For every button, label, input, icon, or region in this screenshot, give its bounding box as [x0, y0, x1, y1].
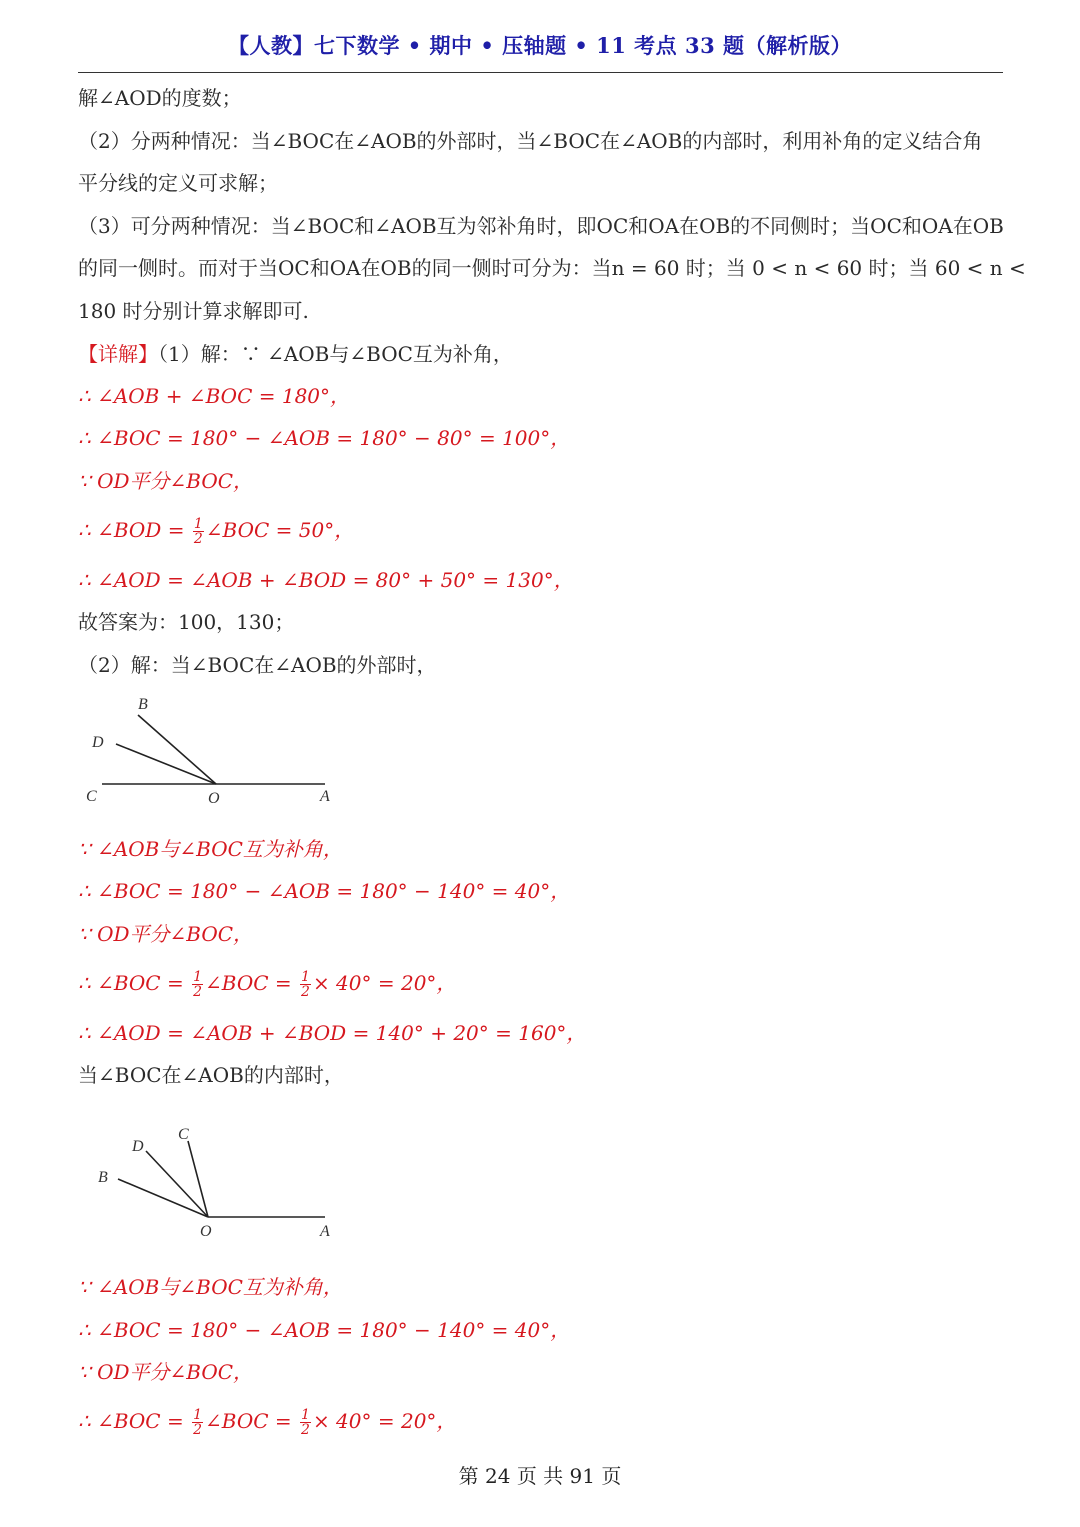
- ray-ob: [118, 1179, 208, 1217]
- part1-step-2: ∴ ∠BOC = 180° − ∠AOB = 180° − 80° = 100°，: [78, 426, 571, 450]
- part3-step-3: ∵ OD平分∠BOC，: [78, 1360, 254, 1384]
- page-footer: 第 24 页 共 91 页: [458, 1464, 622, 1488]
- label-c: C: [178, 1126, 189, 1143]
- label-d: D: [92, 734, 104, 751]
- frac-num: 1: [193, 969, 203, 985]
- label-o: O: [200, 1223, 212, 1240]
- analysis-line-2: （2）分两种情况：当∠BOC在∠AOB的外部时，当∠BOC在∠AOB的内部时，利用补角的定义结合角: [78, 129, 983, 153]
- solution-intro: [78, 340, 513, 368]
- label-a: A: [320, 1223, 330, 1240]
- part1-step-1: ∴ ∠AOB + ∠BOC = 180°，: [78, 384, 351, 408]
- label-c: C: [86, 788, 97, 805]
- part2-step-4: [78, 969, 456, 999]
- fraction-half: [300, 1408, 311, 1437]
- part1-step-3: ∵ OD平分∠BOC，: [78, 469, 254, 493]
- frac-den: 2: [193, 1422, 203, 1438]
- fraction-half: [193, 517, 204, 546]
- page-header: 【人教】七下数学 • 期中 • 压轴题 • 11 考点 33 题（解析版）: [227, 33, 852, 58]
- frac-num: 1: [301, 969, 310, 985]
- analysis-line-5: 的同一侧时。而对于当OC和OA在OB的同一侧时可分为：当n = 60 时；当 0 < n < 60 时；当 60 < n <: [78, 256, 1026, 280]
- part2-step-1: ∵ ∠AOB与∠BOC互为补角，: [78, 837, 343, 861]
- part3-step-2: ∴ ∠BOC = 180° − ∠AOB = 180° − 140° = 40°，: [78, 1318, 571, 1342]
- frac-num: 1: [193, 1407, 203, 1423]
- part2-step-4-rhs: × 40° = 20°，: [312, 971, 457, 995]
- frac-den: 2: [193, 984, 203, 1000]
- frac-num: 1: [193, 516, 203, 532]
- label-o: O: [208, 790, 220, 807]
- ray-od: [116, 744, 216, 784]
- part1-step-4-rhs: ∠BOC = 50°，: [205, 518, 355, 542]
- part1-step-5: ∴ ∠AOD = ∠AOB + ∠BOD = 80° + 50° = 130°，: [78, 568, 574, 592]
- figure-exterior-angle: [80, 690, 350, 815]
- part1-intro: （1）解：∵ ∠AOB与∠BOC互为补角，: [158, 342, 513, 366]
- analysis-line-4: （3）可分两种情况：当∠BOC和∠AOB互为邻补角时，即OC和OA在OB的不同侧时；当OC和OA在OB: [78, 214, 1004, 238]
- fraction-half: [300, 970, 311, 999]
- part2-step-3: ∵ OD平分∠BOC，: [78, 922, 254, 946]
- analysis-line-3: 平分线的定义可求解；: [78, 171, 278, 195]
- fraction-half: [192, 970, 203, 999]
- fraction-half: [192, 1408, 203, 1437]
- frac-num: 1: [301, 1407, 310, 1423]
- analysis-line-6: 180 时分别计算求解即可.: [78, 299, 309, 323]
- part3-step-4-rhs: × 40° = 20°，: [312, 1409, 457, 1433]
- label-a: A: [320, 788, 330, 805]
- part2-step-5: ∴ ∠AOD = ∠AOB + ∠BOD = 140° + 20° = 160°，: [78, 1021, 587, 1045]
- ray-ob: [138, 715, 216, 784]
- part2-step-4-lhs: ∴ ∠BOC =: [78, 971, 184, 995]
- frac-den: 2: [193, 531, 203, 547]
- figure-interior-angle: [80, 1115, 350, 1245]
- part2-intro: （2）解：当∠BOC在∠AOB的外部时，: [78, 653, 437, 677]
- header-rule: [78, 72, 1003, 73]
- label-d: D: [132, 1138, 144, 1155]
- part1-answer: 故答案为：100，130；: [78, 610, 295, 634]
- part2-inner-intro: 当∠BOC在∠AOB的内部时，: [78, 1063, 344, 1087]
- part3-step-1: ∵ ∠AOB与∠BOC互为补角，: [78, 1275, 343, 1299]
- part3-step-4-mid: ∠BOC =: [205, 1409, 292, 1433]
- detail-tag: 【详解】: [78, 342, 158, 366]
- frac-den: 2: [301, 984, 310, 1000]
- label-b: B: [98, 1169, 108, 1186]
- part1-step-4: [78, 516, 354, 546]
- part3-step-4-lhs: ∴ ∠BOC =: [78, 1409, 184, 1433]
- label-b: B: [138, 696, 148, 713]
- part2-step-2: ∴ ∠BOC = 180° − ∠AOB = 180° − 140° = 40°，: [78, 879, 571, 903]
- part3-step-4: [78, 1407, 456, 1437]
- analysis-line-1: 解∠AOD的度数；: [78, 86, 242, 110]
- part2-step-4-mid: ∠BOC =: [205, 971, 292, 995]
- frac-den: 2: [301, 1422, 310, 1438]
- part1-step-4-lhs: ∴ ∠BOD =: [78, 518, 185, 542]
